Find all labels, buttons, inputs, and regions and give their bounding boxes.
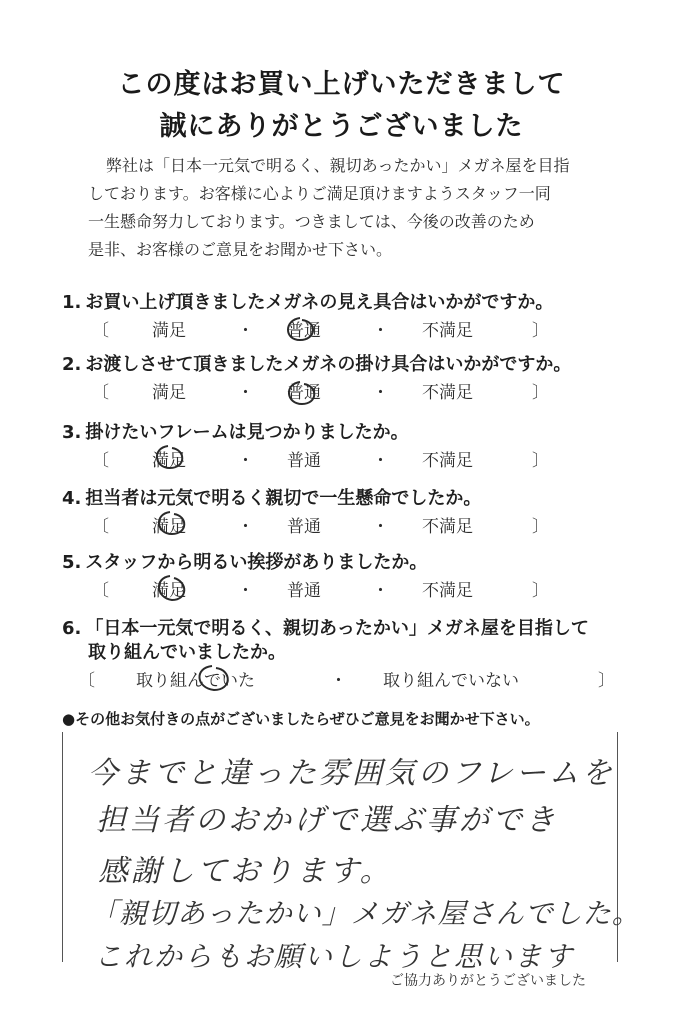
question-3: [62, 418, 409, 444]
question-text: スタッフから明るい挨拶がありましたか。: [85, 552, 428, 573]
option-not-working[interactable]: 取り組んでいない: [383, 671, 519, 691]
handwritten-line: 今までと違った雰囲気のフレームを: [88, 756, 615, 791]
question-5: [62, 548, 427, 574]
option-dissatisfied[interactable]: 不満足: [422, 581, 473, 601]
question-number: 1.: [62, 292, 82, 313]
bracket-open: 〔: [92, 451, 109, 471]
separator-dot: ・: [372, 383, 389, 403]
separator-dot: ・: [330, 671, 347, 691]
options-q2: [92, 378, 552, 404]
options-q6: [78, 666, 618, 692]
page-title-line2: 誠にありがとうございました: [159, 111, 524, 142]
handwritten-line: 「親切あったかい」メガネ屋さんでした。: [90, 897, 641, 930]
question-number: 6.: [62, 618, 82, 639]
question-text: 「日本一元気で明るく、親切あったかい」メガネ屋を目指して: [85, 618, 589, 639]
option-satisfied[interactable]: 満足: [152, 517, 186, 537]
question-text: 掛けたいフレームは見つかりましたか。: [85, 422, 409, 443]
bracket-close: 〕: [532, 517, 549, 537]
separator-dot: ・: [237, 321, 254, 341]
separator-dot: ・: [237, 581, 254, 601]
handwritten-line: 担当者のおかげで選ぶ事ができ: [96, 803, 558, 838]
option-normal[interactable]: 普通: [287, 517, 321, 537]
intro-line: 是非、お客様のご意見をお聞かせ下さい。: [88, 240, 393, 259]
option-satisfied[interactable]: 満足: [152, 581, 186, 601]
question-text: お買い上げ頂きましたメガネの見え具合はいかがですか。: [85, 292, 554, 313]
option-satisfied[interactable]: 満足: [152, 383, 186, 403]
separator-dot: ・: [372, 321, 389, 341]
separator-dot: ・: [237, 451, 254, 471]
intro-line: しております。お客様に心よりご満足頂けますようスタッフ一同: [88, 184, 551, 203]
comment-heading: ●その他お気付きの点がございましたらぜひご意見をお聞かせ下さい。: [62, 710, 540, 728]
handwritten-line: 感謝しております。: [98, 854, 393, 889]
question-number: 4.: [62, 488, 82, 509]
question-2: [62, 350, 571, 376]
question-text: 担当者は元気で明るく親切で一生懸命でしたか。: [85, 488, 482, 509]
intro-text: [88, 152, 628, 264]
bracket-close: 〕: [532, 321, 549, 341]
intro-line: 弊社は「日本一元気で明るく、親切あったかい」メガネ屋を目指: [106, 156, 570, 175]
option-dissatisfied[interactable]: 不満足: [422, 451, 473, 471]
bracket-close: 〕: [598, 671, 615, 691]
option-dissatisfied[interactable]: 不満足: [422, 517, 473, 537]
option-satisfied[interactable]: 満足: [152, 321, 186, 341]
option-working[interactable]: 取り組んでいた: [136, 671, 255, 691]
separator-dot: ・: [237, 383, 254, 403]
options-q1: [92, 316, 552, 342]
question-4: [62, 484, 481, 510]
separator-dot: ・: [372, 517, 389, 537]
option-normal[interactable]: 普通: [287, 321, 321, 341]
option-normal[interactable]: 普通: [287, 581, 321, 601]
question-number: 2.: [62, 354, 82, 375]
separator-dot: ・: [372, 451, 389, 471]
option-dissatisfied[interactable]: 不満足: [422, 383, 473, 403]
separator-dot: ・: [372, 581, 389, 601]
question-text: お渡しさせて頂きましたメガネの掛け具合はいかがですか。: [85, 354, 572, 375]
separator-dot: ・: [237, 517, 254, 537]
option-normal[interactable]: 普通: [287, 451, 321, 471]
question-number: 5.: [62, 552, 82, 573]
options-q5: [92, 576, 552, 602]
intro-line: 一生懸命努力しております。つきましては、今後の改善のため: [88, 212, 535, 231]
bracket-open: 〔: [92, 517, 109, 537]
handwritten-line: これからもお願いしようと思います: [94, 940, 575, 973]
closing-text: ご協力ありがとうございました: [390, 973, 586, 989]
question-number: 3.: [62, 422, 82, 443]
bracket-open: 〔: [78, 671, 95, 691]
bracket-open: 〔: [92, 383, 109, 403]
bracket-open: 〔: [92, 321, 109, 341]
page-title-line1: この度はお買い上げいただきまして: [117, 69, 566, 100]
option-satisfied[interactable]: 満足: [152, 451, 186, 471]
options-q3: [92, 446, 552, 472]
question-6-line2: 取り組んでいましたか。: [88, 642, 286, 663]
question-6: [62, 614, 589, 640]
options-q4: [92, 512, 552, 538]
option-normal[interactable]: 普通: [287, 383, 321, 403]
question-1: [62, 288, 553, 314]
option-dissatisfied[interactable]: 不満足: [422, 321, 473, 341]
bracket-open: 〔: [92, 581, 109, 601]
bracket-close: 〕: [532, 451, 549, 471]
bracket-close: 〕: [532, 581, 549, 601]
bracket-close: 〕: [532, 383, 549, 403]
